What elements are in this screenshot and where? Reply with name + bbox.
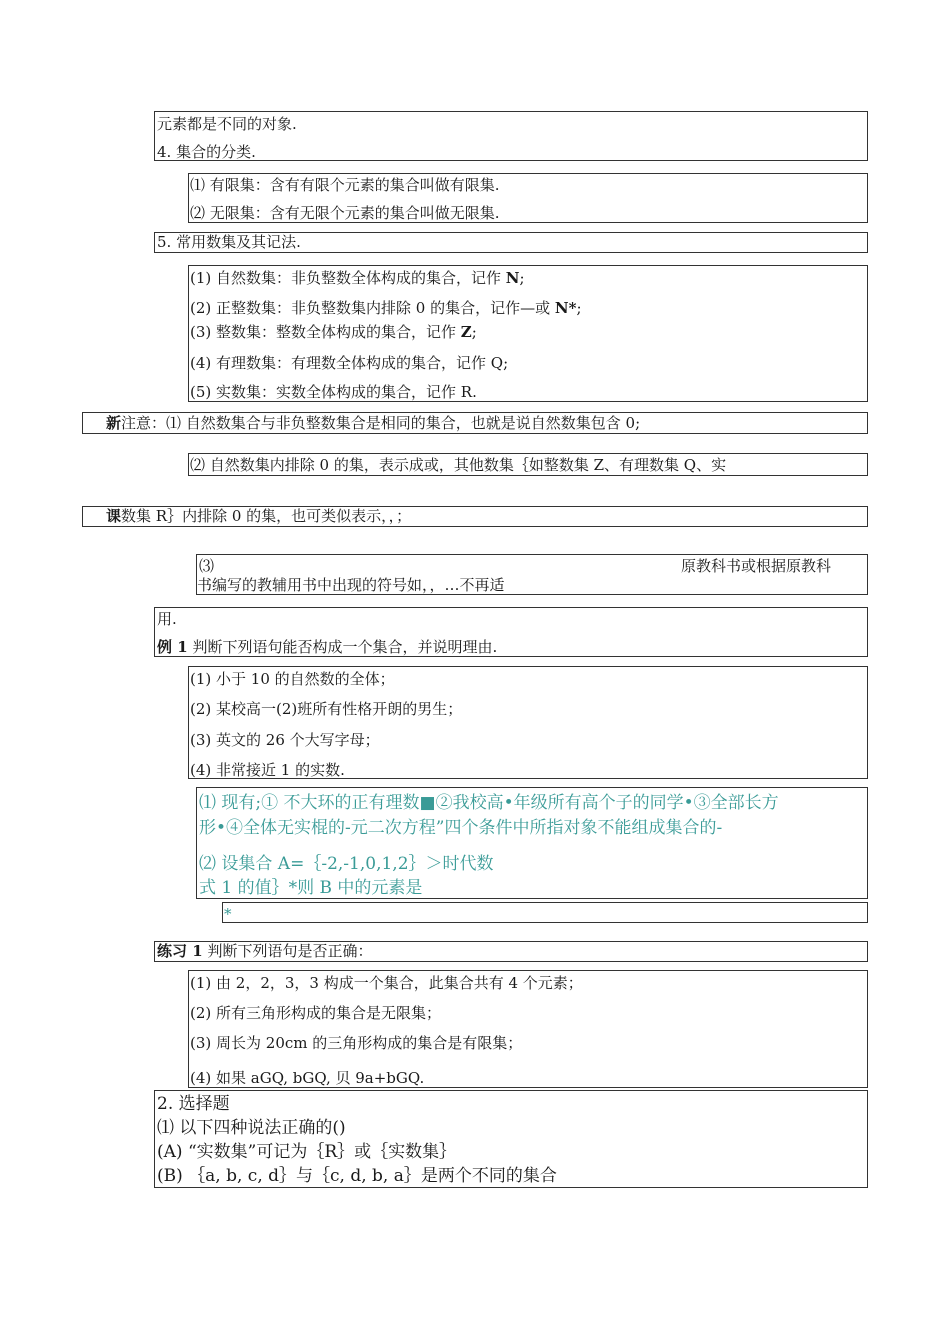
teal-answer-box	[222, 902, 868, 923]
teal-question-2-line-2: 式 1 的值｝*则 B 中的元素是	[199, 878, 423, 898]
note-3-right: 原教科书或根据原教科	[681, 557, 832, 575]
teal-question-2-line-1: ⑵ 设集合 A=｛-2,-1,0,1,2｝＞时代数	[199, 854, 494, 874]
exercise-1-label: 练习 1	[157, 942, 203, 960]
number-set-item: (2) 正整数集：非负整数集内排除 0 的集合，记作—或 N*;	[190, 299, 582, 317]
choice-option-b: (B) ｛a, b, c, d｝与｛c, d, b, a｝是两个不同的集合	[157, 1166, 557, 1186]
exercise-item: (3) 周长为 20cm 的三角形构成的集合是有限集；	[190, 1034, 523, 1052]
choice-question-1: ⑴ 以下四种说法正确的()	[157, 1118, 346, 1138]
side-label-xin: 新	[106, 414, 122, 432]
classification-heading: 4. 集合的分类.	[157, 143, 256, 161]
choice-heading: 2. 选择题	[157, 1094, 230, 1114]
finite-set-definition: ⑴ 有限集：含有有限个元素的集合叫做有限集.	[190, 176, 500, 194]
note-2: ⑵ 自然数集内排除 0 的集，表示成或，其他数集｛如整数集 Z、有理数集 Q、实	[190, 456, 727, 474]
example-item: (1) 小于 10 的自然数的全体；	[190, 670, 395, 688]
teal-question-1-line-1: ⑴ 现有;① 不大环的正有理数■②我校高•年级所有高个子的同学•③全部长方	[199, 793, 779, 813]
intro-line-1: 元素都是不同的对象.	[157, 115, 297, 133]
example-item: (3) 英文的 26 个大写字母；	[190, 731, 380, 749]
note-2-continued: 课数集 R｝内排除 0 的集，也可类似表示，，；	[106, 507, 412, 525]
number-set-item: (1) 自然数集：非负整数全体构成的集合，记作 N;	[190, 269, 525, 287]
exercise-item: (1) 由 2，2，3，3 构成一个集合，此集合共有 4 个元素；	[190, 974, 583, 992]
note-1: 新注意：⑴ 自然数集合与非负整数集合是相同的集合，也就是说自然数集包含 0;	[106, 414, 641, 432]
infinite-set-definition: ⑵ 无限集：含有无限个元素的集合叫做无限集.	[190, 204, 500, 222]
note-3-number: ⑶	[199, 557, 215, 575]
note-3-line-2: 书编写的教辅用书中出现的符号如，，…不再适	[197, 576, 505, 594]
number-set-item: (3) 整数集：整数全体构成的集合，记作 Z;	[190, 323, 477, 341]
teal-answer-star: *	[224, 905, 232, 923]
example-item: (4) 非常接近 1 的实数.	[190, 761, 345, 779]
example-item: (2) 某校高一(2)班所有性格开朗的男生；	[190, 700, 463, 718]
number-set-item: (4) 有理数集：有理数全体构成的集合，记作 Q;	[190, 354, 509, 372]
exercise-item: (4) 如果 aGQ, bGQ, 贝 9a+bGQ.	[190, 1069, 425, 1087]
exercise-item: (2) 所有三角形构成的集合是无限集；	[190, 1004, 442, 1022]
teal-question-1-line-2: 形•④全体无实棍的-元二次方程”四个条件中所指对象不能组成集合的-	[199, 818, 723, 838]
exercise-1-prompt: 练习 1 判断下列语句是否正确：	[157, 942, 373, 960]
choice-option-a: (A) “实数集”可记为｛R｝或｛实数集｝	[157, 1142, 457, 1162]
note-3-line-3: 用.	[157, 610, 177, 628]
number-set-item: (5) 实数集：实数全体构成的集合，记作 R.	[190, 383, 477, 401]
side-label-ke: 课	[106, 507, 122, 525]
example-1-label: 例 1	[157, 638, 188, 656]
example-1-prompt: 例 1 判断下列语句能否构成一个集合，并说明理由.	[157, 638, 498, 656]
number-sets-heading: 5. 常用数集及其记法.	[157, 233, 301, 251]
